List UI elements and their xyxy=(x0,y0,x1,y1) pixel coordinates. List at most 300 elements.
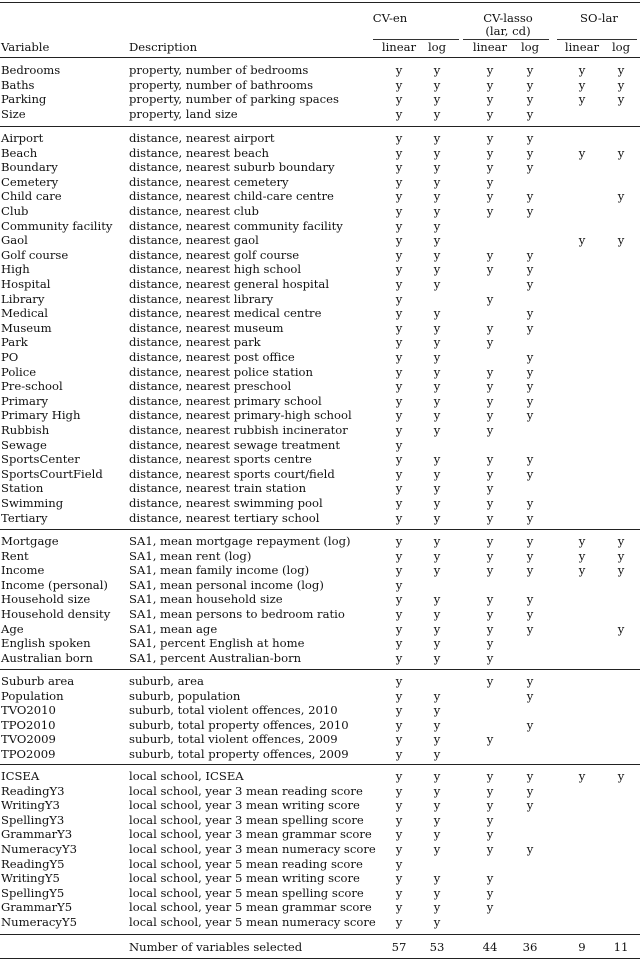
footer-count-cv-en-linear: 57 xyxy=(391,940,407,954)
mark-cv-lasso-log: y xyxy=(526,592,534,607)
mark-cv-en-linear: y xyxy=(395,747,403,761)
row-variable: Airport xyxy=(1,131,44,145)
row-description: distance, nearest police station xyxy=(129,364,313,379)
row-variable: Household density xyxy=(1,607,111,621)
row-description: property, number of parking spaces xyxy=(129,92,339,107)
row-description: SA1, percent English at home xyxy=(129,636,305,651)
row-variable: Rent xyxy=(1,548,29,563)
row-variable: SpellingY3 xyxy=(1,812,65,827)
row-description: distance, nearest cemetery xyxy=(129,174,289,189)
row-variable: Mortgage xyxy=(1,534,59,548)
mark-cv-en-linear: y xyxy=(395,885,403,900)
mark-cv-en-linear: y xyxy=(395,717,403,732)
mark-cv-lasso-log: y xyxy=(526,92,534,107)
mark-cv-lasso-log: y xyxy=(526,350,534,364)
mark-cv-en-linear: y xyxy=(395,783,403,798)
mark-cv-en-linear: y xyxy=(395,350,403,364)
mark-cv-lasso-log: y xyxy=(526,674,534,688)
row-variable: Museum xyxy=(1,320,52,335)
row-description: distance, nearest library xyxy=(129,291,274,306)
row-variable: Gaol xyxy=(1,233,28,248)
mark-so-lar-log: y xyxy=(617,63,625,77)
row-description: distance, nearest rubbish incinerator xyxy=(129,423,348,437)
row-description: suburb, area xyxy=(129,674,204,688)
row-variable: Income xyxy=(1,563,45,578)
mark-so-lar-linear: y xyxy=(578,92,586,107)
mark-cv-en-linear: y xyxy=(395,306,403,321)
mark-cv-lasso-linear: y xyxy=(486,885,494,900)
mark-cv-en-log: y xyxy=(433,452,441,467)
mark-cv-en-log: y xyxy=(433,607,441,621)
section-rule xyxy=(0,764,640,765)
mark-cv-en-log: y xyxy=(433,688,441,703)
row-description: local school, year 3 mean reading score xyxy=(129,783,363,798)
mark-so-lar-log: y xyxy=(617,621,625,636)
mark-cv-lasso-log: y xyxy=(526,306,534,321)
mark-cv-lasso-log: y xyxy=(526,320,534,335)
row-description: distance, nearest club xyxy=(129,204,259,218)
mark-so-lar-linear: y xyxy=(578,563,586,578)
row-variable: Pre-school xyxy=(1,379,63,394)
mark-cv-en-log: y xyxy=(433,812,441,827)
row-description: SA1, mean family income (log) xyxy=(129,563,310,578)
mark-cv-lasso-linear: y xyxy=(486,393,494,408)
mark-cv-lasso-log: y xyxy=(526,510,534,525)
mark-cv-en-linear: y xyxy=(395,510,403,525)
mark-cv-en-log: y xyxy=(433,131,441,145)
mark-cv-en-log: y xyxy=(433,350,441,364)
header-rule xyxy=(0,57,640,58)
mark-cv-en-log: y xyxy=(433,747,441,761)
row-description: distance, nearest primary-high school xyxy=(129,408,352,423)
top-rule xyxy=(0,2,640,3)
mark-cv-en-linear: y xyxy=(395,650,403,665)
mark-cv-lasso-linear: y xyxy=(486,769,494,783)
row-variable: Station xyxy=(1,481,44,496)
section-rule xyxy=(0,126,640,127)
mark-cv-en-linear: y xyxy=(395,798,403,813)
row-description: suburb, total violent offences, 2009 xyxy=(129,732,338,747)
mark-cv-en-linear: y xyxy=(395,335,403,350)
mark-cv-en-linear: y xyxy=(395,534,403,548)
header-description: Description xyxy=(129,40,198,54)
mark-cv-en-log: y xyxy=(433,732,441,747)
mark-cv-en-linear: y xyxy=(395,481,403,496)
mark-cv-en-log: y xyxy=(433,636,441,651)
mark-cv-en-log: y xyxy=(433,160,441,175)
mark-cv-lasso-linear: y xyxy=(486,131,494,145)
mark-cv-lasso-linear: y xyxy=(486,291,494,306)
row-variable: Sewage xyxy=(1,437,47,452)
row-description: suburb, population xyxy=(129,688,241,703)
mark-cv-lasso-log: y xyxy=(526,783,534,798)
row-description: suburb, total violent offences, 2010 xyxy=(129,703,338,718)
mark-cv-en-linear: y xyxy=(395,812,403,827)
row-variable: Police xyxy=(1,364,37,379)
mark-cv-en-linear: y xyxy=(395,218,403,233)
mark-cv-lasso-linear: y xyxy=(486,160,494,175)
row-variable: Primary xyxy=(1,393,49,408)
row-variable: ReadingY5 xyxy=(1,856,65,871)
row-variable: PO xyxy=(1,350,19,364)
mark-cv-lasso-linear: y xyxy=(486,510,494,525)
mark-cv-en-log: y xyxy=(433,717,441,732)
row-description: distance, nearest train station xyxy=(129,481,307,496)
mark-cv-lasso-linear: y xyxy=(486,563,494,578)
row-variable: Medical xyxy=(1,306,48,321)
group-so-lar: SO-lar xyxy=(580,11,618,25)
mark-cv-lasso-log: y xyxy=(526,393,534,408)
mark-cv-lasso-linear: y xyxy=(486,871,494,886)
mark-cv-lasso-log: y xyxy=(526,262,534,277)
row-description: distance, nearest park xyxy=(129,335,261,350)
row-description: local school, year 3 mean spelling score xyxy=(129,812,364,827)
row-description: distance, nearest golf course xyxy=(129,247,300,262)
mark-cv-lasso-linear: y xyxy=(486,379,494,394)
mark-cv-en-log: y xyxy=(433,783,441,798)
mark-so-lar-log: y xyxy=(617,769,625,783)
mark-cv-en-log: y xyxy=(433,798,441,813)
mark-cv-lasso-linear: y xyxy=(486,106,494,121)
row-variable: Household size xyxy=(1,592,91,607)
mark-cv-en-linear: y xyxy=(395,452,403,467)
row-variable: Baths xyxy=(1,77,35,92)
row-variable: Club xyxy=(1,204,29,218)
mark-cv-en-linear: y xyxy=(395,131,403,145)
mark-cv-en-log: y xyxy=(433,277,441,291)
mark-cv-lasso-linear: y xyxy=(486,335,494,350)
mark-cv-en-log: y xyxy=(433,364,441,379)
mark-cv-lasso-linear: y xyxy=(486,63,494,77)
mark-cv-en-linear: y xyxy=(395,900,403,915)
header-so-lar-linear: linear xyxy=(564,40,600,54)
row-description: property, number of bedrooms xyxy=(129,63,309,77)
mark-cv-en-linear: y xyxy=(395,189,403,204)
mark-cv-lasso-linear: y xyxy=(486,320,494,335)
mark-cv-en-linear: y xyxy=(395,621,403,636)
mark-cv-en-log: y xyxy=(433,496,441,510)
row-variable: Golf course xyxy=(1,247,69,262)
row-variable: Age xyxy=(1,621,24,636)
mark-cv-en-log: y xyxy=(433,769,441,783)
mark-cv-lasso-log: y xyxy=(526,717,534,732)
mark-cv-en-linear: y xyxy=(395,408,403,423)
mark-cv-lasso-linear: y xyxy=(486,204,494,218)
mark-cv-en-log: y xyxy=(433,900,441,915)
row-variable: WritingY5 xyxy=(1,871,60,886)
mark-cv-lasso-log: y xyxy=(526,145,534,160)
mark-cv-en-log: y xyxy=(433,218,441,233)
mark-cv-en-linear: y xyxy=(395,769,403,783)
mark-cv-lasso-log: y xyxy=(526,607,534,621)
mark-cv-en-log: y xyxy=(433,106,441,121)
mark-cv-en-linear: y xyxy=(395,277,403,291)
row-description: local school, year 3 mean numeracy score xyxy=(129,842,376,856)
row-description: distance, nearest medical centre xyxy=(129,306,322,321)
row-variable: Boundary xyxy=(1,160,58,175)
mark-cv-en-log: y xyxy=(433,335,441,350)
mark-cv-en-log: y xyxy=(433,393,441,408)
row-description: property, land size xyxy=(129,106,238,121)
mark-cv-lasso-linear: y xyxy=(486,145,494,160)
mark-cv-lasso-log: y xyxy=(526,621,534,636)
row-description: local school, year 5 mean spelling score xyxy=(129,885,364,900)
mark-cv-en-log: y xyxy=(433,827,441,842)
mark-cv-en-linear: y xyxy=(395,674,403,688)
mark-cv-lasso-linear: y xyxy=(486,812,494,827)
row-description: local school, year 5 mean writing score xyxy=(129,871,360,886)
row-variable: Australian born xyxy=(1,650,93,665)
mark-cv-lasso-linear: y xyxy=(486,674,494,688)
row-description: distance, nearest child-care centre xyxy=(129,189,334,204)
mark-cv-en-log: y xyxy=(433,842,441,856)
row-description: distance, nearest community facility xyxy=(129,218,343,233)
header-cv-lasso-log: log xyxy=(520,40,540,54)
mark-cv-lasso-linear: y xyxy=(486,496,494,510)
row-description: distance, nearest sports court/field xyxy=(129,466,335,481)
footer-count-cv-en-log: 53 xyxy=(429,940,445,954)
row-description: distance, nearest tertiary school xyxy=(129,510,320,525)
mark-cv-lasso-linear: y xyxy=(486,77,494,92)
row-description: distance, nearest sewage treatment xyxy=(129,437,341,452)
mark-cv-lasso-log: y xyxy=(526,364,534,379)
row-variable: TVO2009 xyxy=(1,732,56,747)
header-cv-en-linear: linear xyxy=(381,40,417,54)
mark-cv-en-linear: y xyxy=(395,247,403,262)
mark-cv-lasso-linear: y xyxy=(486,408,494,423)
bottom-rule xyxy=(0,958,640,959)
row-description: property, number of bathrooms xyxy=(129,77,314,92)
row-variable: Income (personal) xyxy=(1,577,108,592)
mark-cv-lasso-log: y xyxy=(526,131,534,145)
mark-cv-en-log: y xyxy=(433,408,441,423)
header-variable: Variable xyxy=(1,40,50,54)
row-description: SA1, mean rent (log) xyxy=(129,548,252,563)
mark-cv-lasso-linear: y xyxy=(486,423,494,437)
mark-cv-lasso-linear: y xyxy=(486,548,494,563)
mark-cv-en-linear: y xyxy=(395,423,403,437)
section-rule xyxy=(0,934,640,935)
mark-cv-lasso-log: y xyxy=(526,769,534,783)
mark-so-lar-linear: y xyxy=(578,77,586,92)
mark-cv-en-linear: y xyxy=(395,63,403,77)
group-cv-lasso: CV-lasso xyxy=(483,11,533,25)
row-description: distance, nearest museum xyxy=(129,320,284,335)
mark-cv-lasso-linear: y xyxy=(486,92,494,107)
mark-cv-en-log: y xyxy=(433,534,441,548)
row-description: distance, nearest sports centre xyxy=(129,452,312,467)
mark-cv-en-linear: y xyxy=(395,871,403,886)
mark-cv-en-linear: y xyxy=(395,496,403,510)
mark-cv-en-linear: y xyxy=(395,915,403,929)
mark-cv-en-log: y xyxy=(433,306,441,321)
row-description: local school, year 5 mean numeracy score xyxy=(129,915,376,929)
row-variable: Beach xyxy=(1,145,38,160)
mark-cv-lasso-linear: y xyxy=(486,900,494,915)
group-cv-lasso-sub: (lar, cd) xyxy=(485,24,531,38)
header-cv-en-log: log xyxy=(427,40,447,54)
row-variable: Library xyxy=(1,291,45,306)
row-description: SA1, mean age xyxy=(129,621,218,636)
mark-so-lar-linear: y xyxy=(578,769,586,783)
mark-so-lar-linear: y xyxy=(578,145,586,160)
mark-so-lar-log: y xyxy=(617,534,625,548)
mark-so-lar-log: y xyxy=(617,92,625,107)
mark-cv-lasso-log: y xyxy=(526,466,534,481)
row-description: SA1, mean household size xyxy=(129,592,283,607)
row-variable: TPO2010 xyxy=(1,717,56,732)
row-variable: Suburb area xyxy=(1,674,75,688)
mark-cv-en-linear: y xyxy=(395,262,403,277)
row-variable: TVO2010 xyxy=(1,703,56,718)
mark-cv-en-linear: y xyxy=(395,842,403,856)
mark-cv-en-log: y xyxy=(433,262,441,277)
mark-cv-en-log: y xyxy=(433,915,441,929)
row-variable: SportsCourtField xyxy=(1,466,103,481)
row-variable: Bedrooms xyxy=(1,63,61,77)
mark-cv-en-linear: y xyxy=(395,145,403,160)
row-description: SA1, mean personal income (log) xyxy=(129,577,324,592)
mark-so-lar-linear: y xyxy=(578,534,586,548)
row-variable: English spoken xyxy=(1,636,91,651)
mark-cv-en-linear: y xyxy=(395,379,403,394)
row-variable: Tertiary xyxy=(1,510,48,525)
row-variable: ReadingY3 xyxy=(1,783,65,798)
row-description: suburb, total property offences, 2009 xyxy=(129,747,349,761)
row-description: local school, year 5 mean grammar score xyxy=(129,900,372,915)
mark-cv-lasso-linear: y xyxy=(486,783,494,798)
mark-cv-en-linear: y xyxy=(395,732,403,747)
mark-cv-en-linear: y xyxy=(395,393,403,408)
header-so-lar-log: log xyxy=(611,40,631,54)
row-description: distance, nearest swimming pool xyxy=(129,496,323,510)
row-description: distance, nearest airport xyxy=(129,131,275,145)
mark-cv-lasso-linear: y xyxy=(486,798,494,813)
mark-cv-en-log: y xyxy=(433,650,441,665)
row-variable: Cemetery xyxy=(1,174,59,189)
row-description: local school, year 3 mean writing score xyxy=(129,798,360,813)
mark-cv-en-log: y xyxy=(433,481,441,496)
mark-cv-en-log: y xyxy=(433,466,441,481)
row-variable: SportsCenter xyxy=(1,452,80,467)
mark-cv-en-log: y xyxy=(433,423,441,437)
mark-cv-en-linear: y xyxy=(395,291,403,306)
mark-cv-lasso-linear: y xyxy=(486,364,494,379)
footer-label: Number of variables selected xyxy=(129,940,303,954)
section-rule xyxy=(0,529,640,530)
mark-cv-lasso-linear: y xyxy=(486,534,494,548)
mark-cv-en-linear: y xyxy=(395,106,403,121)
mark-cv-lasso-linear: y xyxy=(486,842,494,856)
row-description: distance, nearest post office xyxy=(129,350,295,364)
mark-cv-en-log: y xyxy=(433,379,441,394)
row-variable: Community facility xyxy=(1,218,113,233)
mark-cv-en-log: y xyxy=(433,145,441,160)
mark-cv-en-linear: y xyxy=(395,320,403,335)
mark-cv-en-linear: y xyxy=(395,92,403,107)
mark-cv-lasso-log: y xyxy=(526,379,534,394)
mark-cv-en-log: y xyxy=(433,233,441,248)
mark-cv-en-linear: y xyxy=(395,466,403,481)
mark-cv-en-linear: y xyxy=(395,592,403,607)
mark-cv-en-log: y xyxy=(433,871,441,886)
mark-cv-lasso-log: y xyxy=(526,548,534,563)
mark-cv-lasso-linear: y xyxy=(486,636,494,651)
mark-cv-en-linear: y xyxy=(395,174,403,189)
mark-cv-en-log: y xyxy=(433,885,441,900)
mark-cv-en-log: y xyxy=(433,592,441,607)
mark-cv-lasso-linear: y xyxy=(486,174,494,189)
row-description: local school, year 3 mean grammar score xyxy=(129,827,372,842)
mark-cv-en-linear: y xyxy=(395,563,403,578)
mark-cv-lasso-log: y xyxy=(526,160,534,175)
row-description: distance, nearest primary school xyxy=(129,393,322,408)
row-description: local school, year 5 mean reading score xyxy=(129,856,363,871)
mark-cv-en-log: y xyxy=(433,563,441,578)
mark-cv-en-log: y xyxy=(433,703,441,718)
mark-cv-lasso-log: y xyxy=(526,842,534,856)
mark-cv-lasso-log: y xyxy=(526,106,534,121)
mark-cv-lasso-log: y xyxy=(526,408,534,423)
mark-cv-en-linear: y xyxy=(395,856,403,871)
mark-cv-en-linear: y xyxy=(395,827,403,842)
mark-cv-lasso-log: y xyxy=(526,688,534,703)
mark-so-lar-log: y xyxy=(617,189,625,204)
mark-cv-en-log: y xyxy=(433,174,441,189)
mark-cv-lasso-linear: y xyxy=(486,452,494,467)
row-description: local school, ICSEA xyxy=(129,769,244,783)
mark-cv-en-log: y xyxy=(433,548,441,563)
row-variable: Park xyxy=(1,335,28,350)
row-variable: Population xyxy=(1,688,64,703)
mark-cv-en-log: y xyxy=(433,247,441,262)
footer-count-so-lar-linear: 9 xyxy=(578,940,586,954)
row-variable: Size xyxy=(1,106,26,121)
mark-cv-en-linear: y xyxy=(395,204,403,218)
row-description: SA1, mean mortgage repayment (log) xyxy=(129,534,351,548)
mark-cv-lasso-log: y xyxy=(526,798,534,813)
footer-count-cv-lasso-log: 36 xyxy=(522,940,538,954)
row-variable: Swimming xyxy=(1,496,64,510)
mark-so-lar-linear: y xyxy=(578,63,586,77)
mark-cv-lasso-linear: y xyxy=(486,827,494,842)
row-description: distance, nearest preschool xyxy=(129,379,292,394)
mark-cv-lasso-log: y xyxy=(526,63,534,77)
row-variable: Primary High xyxy=(1,408,81,423)
mark-cv-lasso-linear: y xyxy=(486,592,494,607)
mark-cv-lasso-log: y xyxy=(526,204,534,218)
section-rule xyxy=(0,669,640,670)
row-variable: TPO2009 xyxy=(1,747,56,761)
mark-cv-en-linear: y xyxy=(395,77,403,92)
row-variable: Parking xyxy=(1,92,47,107)
row-description: distance, nearest general hospital xyxy=(129,277,330,291)
mark-cv-lasso-log: y xyxy=(526,496,534,510)
mark-cv-lasso-log: y xyxy=(526,452,534,467)
row-description: SA1, percent Australian-born xyxy=(129,650,302,665)
row-variable: SpellingY5 xyxy=(1,885,65,900)
mark-cv-lasso-log: y xyxy=(526,534,534,548)
row-variable: NumeracyY5 xyxy=(1,915,77,929)
row-description: distance, nearest gaol xyxy=(129,233,259,248)
mark-cv-en-log: y xyxy=(433,77,441,92)
mark-cv-lasso-linear: y xyxy=(486,262,494,277)
mark-cv-en-log: y xyxy=(433,510,441,525)
mark-cv-lasso-log: y xyxy=(526,247,534,262)
mark-cv-lasso-log: y xyxy=(526,563,534,578)
mark-so-lar-log: y xyxy=(617,77,625,92)
mark-cv-en-log: y xyxy=(433,92,441,107)
